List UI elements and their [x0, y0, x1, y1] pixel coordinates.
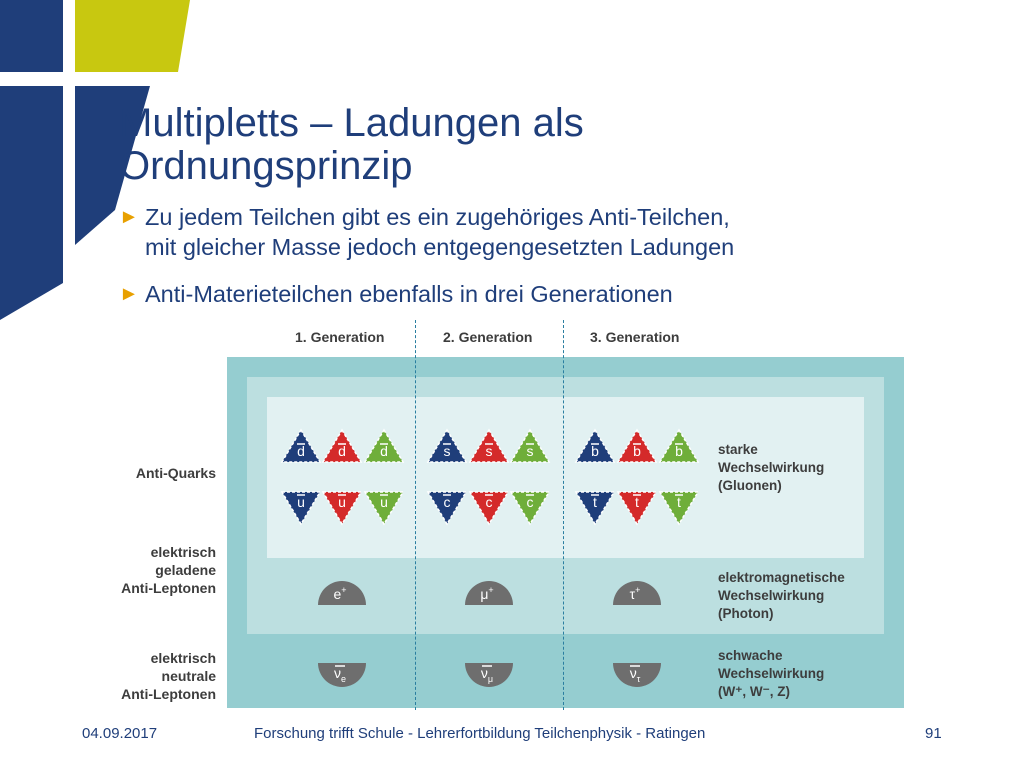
anti-quark-s-blue [428, 430, 466, 462]
svg-text:νμ: $\nu_\mu$ [480, 665, 494, 684]
svg-text:c: c [526, 494, 534, 510]
svg-text:u: u [297, 494, 305, 510]
anti-lepton-charged-2 [465, 581, 513, 605]
svg-text:νe: $\nu_e$ [333, 665, 347, 684]
anti-quark-u-green [365, 492, 403, 524]
anti-neutrino-3 [613, 663, 661, 687]
interaction-label-electromagnetic: elektromagnetische Wechselwirkung (Photon) [718, 570, 845, 621]
footer-center-text: Forschung trifft Schule - Lehrerfortbildung Teilchenphysik - Ratingen [254, 725, 706, 742]
anti-quark-d-blue [282, 430, 320, 462]
svg-text:ντ: $\nu_\tau$ [629, 665, 641, 684]
bullet-1-line-2: mit gleicher Masse jedoch entgegengesetzten Ladungen [145, 234, 735, 260]
svg-text:s: s [526, 443, 534, 459]
svg-text:c: c [443, 494, 451, 510]
svg-text:b: b [675, 443, 683, 459]
interaction-label-weak: schwache Wechselwirkung (W⁺, W⁻, Z) [718, 648, 825, 699]
anti-quark-t-green [660, 492, 698, 524]
row-label-neutral-leptons: elektrisch neutrale Anti-Leptonen [121, 650, 216, 702]
svg-text:b: b [633, 443, 641, 459]
anti-quark-c-red [470, 492, 508, 524]
anti-neutrino-1 [318, 663, 366, 687]
anti-neutrino-2 [465, 663, 513, 687]
svg-text:u: u [338, 494, 346, 510]
svg-text:b: b [591, 443, 599, 459]
footer-date: 04.09.2017 [82, 725, 158, 742]
anti-quark-b-green [660, 430, 698, 462]
svg-text:c: c [485, 494, 493, 510]
svg-text:u: u [380, 494, 388, 510]
anti-quark-b-blue [576, 430, 614, 462]
title-line-1: Multipletts – Ladungen als [119, 101, 584, 145]
generation-label-2: 2. Generation [443, 329, 533, 345]
anti-quark-s-green [511, 430, 549, 462]
anti-quark-d-red [323, 430, 361, 462]
svg-text:t: t [593, 494, 597, 510]
svg-text:t: t [635, 494, 639, 510]
svg-text:τ+: τ+ [629, 585, 641, 602]
svg-text:d: d [380, 443, 388, 459]
svg-text:t: t [677, 494, 681, 510]
anti-quark-s-red [470, 430, 508, 462]
bullet-marker-icon: ► [119, 206, 139, 228]
anti-quark-u-blue [282, 492, 320, 524]
interaction-label-strong: starke Wechselwirkung (Gluonen) [718, 442, 825, 493]
bullet-1-line-1: Zu jedem Teilchen gibt es ein zugehöriges Anti-Teilchen, [145, 204, 730, 230]
svg-text:s: s [485, 443, 493, 459]
row-label-charged-leptons: elektrisch geladene Anti-Leptonen [121, 544, 216, 596]
bullet-2-text: Anti-Materieteilchen ebenfalls in drei Generationen [145, 281, 673, 307]
title-line-2: Ordnungsprinzip [119, 144, 413, 188]
svg-text:s: s [443, 443, 451, 459]
generation-label-3: 3. Generation [590, 329, 680, 345]
anti-quark-t-red [618, 492, 656, 524]
anti-quark-t-blue [576, 492, 614, 524]
anti-lepton-charged-1 [318, 581, 366, 605]
svg-text:e+: e+ [333, 585, 347, 602]
svg-text:d: d [297, 443, 305, 459]
anti-lepton-charged-3 [613, 581, 661, 605]
anti-quark-c-green [511, 492, 549, 524]
svg-text:μ+: μ+ [480, 585, 494, 602]
anti-quark-b-red [618, 430, 656, 462]
anti-quark-c-blue [428, 492, 466, 524]
page-number: 91 [925, 725, 942, 742]
generation-label-1: 1. Generation [295, 329, 385, 345]
anti-quark-d-green [365, 430, 403, 462]
bullet-marker-icon: ► [119, 283, 139, 305]
anti-quark-u-red [323, 492, 361, 524]
svg-text:d: d [338, 443, 346, 459]
row-label-anti-quarks: Anti-Quarks [135, 465, 216, 481]
